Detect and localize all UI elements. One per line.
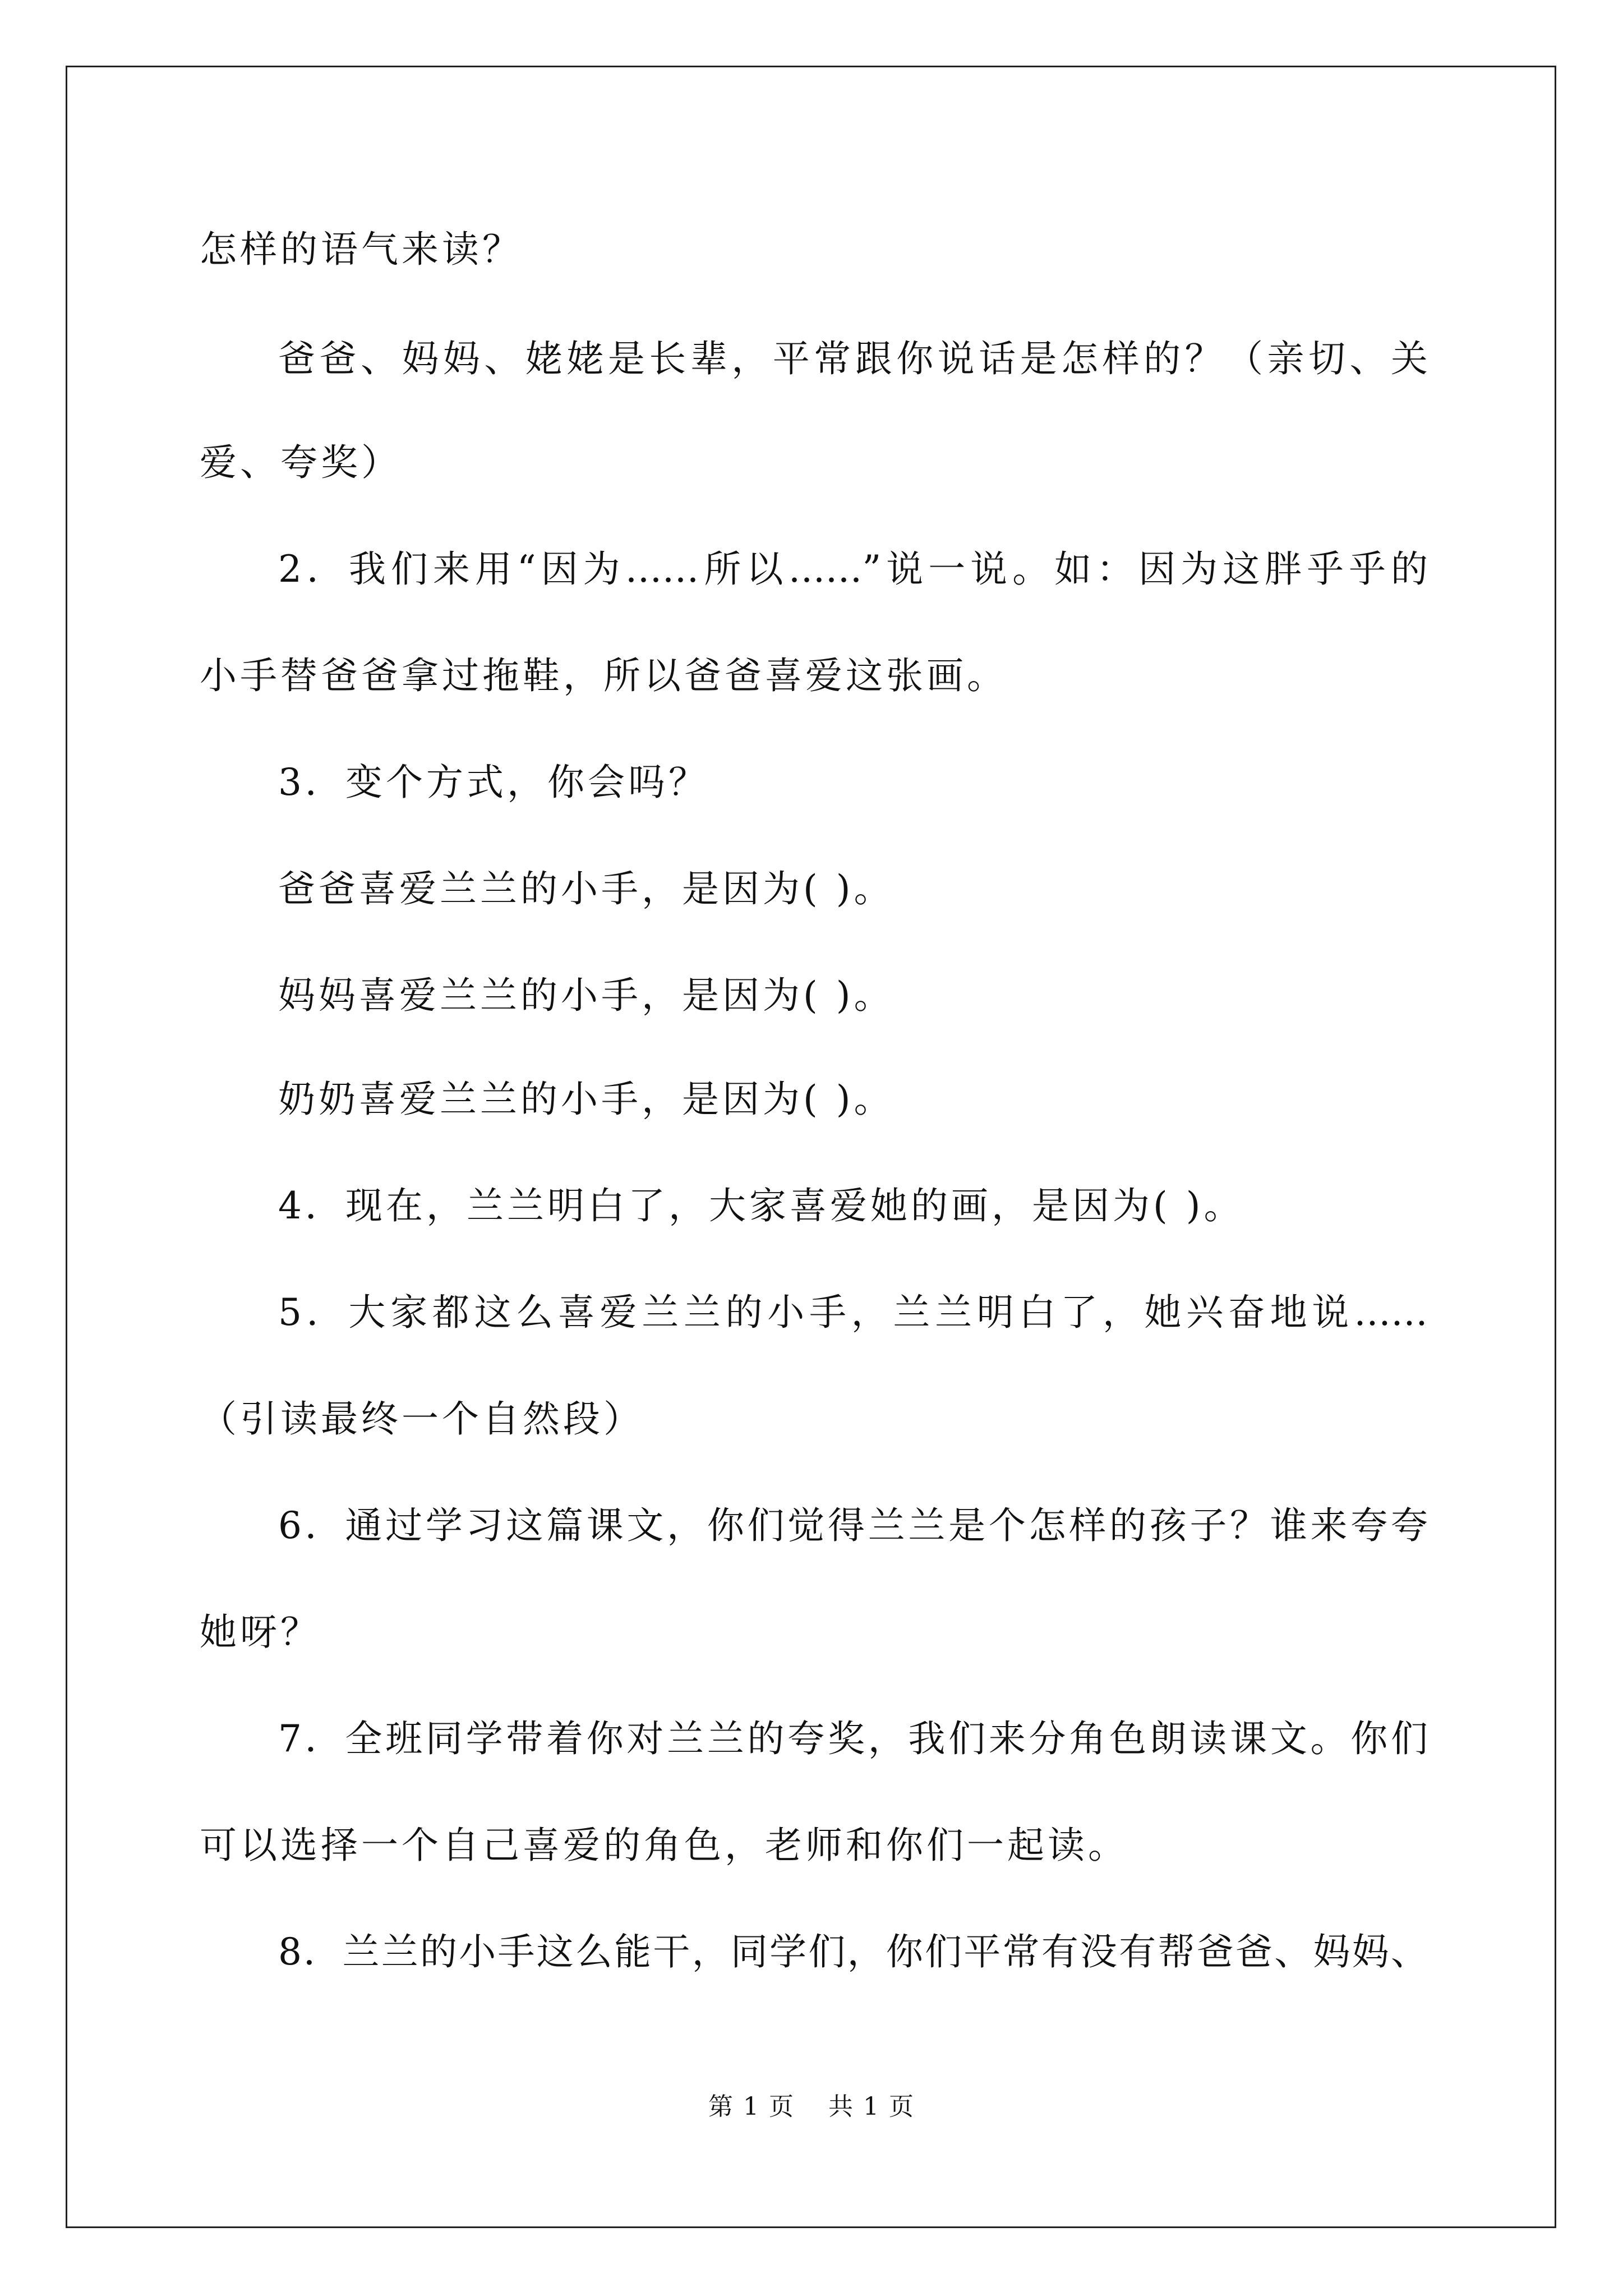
text-line: 7．全班同学带着你对兰兰的夸奖，我们来分角色朗读课文。你们 xyxy=(278,1717,1428,1760)
text-line: 爸爸、妈妈、姥姥是长辈，平常跟你说话是怎样的？（亲切、关 xyxy=(278,337,1428,380)
text-line: 2．我们来用“因为……所以……”说一说。如：因为这胖乎乎的 xyxy=(278,547,1428,591)
total-pages: 共 1 页 xyxy=(828,2092,915,2121)
page-border xyxy=(66,66,1556,2228)
text-line: 妈妈喜爱兰兰的小手，是因为( )。 xyxy=(278,974,895,1017)
page-number: 第 1 页 xyxy=(708,2092,795,2121)
text-line: 她呀？ xyxy=(200,1611,321,1654)
text-line: 8．兰兰的小手这么能干，同学们，你们平常有没有帮爸爸、妈妈、 xyxy=(278,1930,1428,1973)
text-line: 4．现在，兰兰明白了，大家喜爱她的画，是因为( )。 xyxy=(278,1184,1244,1227)
text-line: 可以选择一个自己喜爱的角色，老师和你们一起读。 xyxy=(200,1824,1128,1867)
text-line: 爸爸喜爱兰兰的小手，是因为( )。 xyxy=(278,867,895,910)
text-line: 5．大家都这么喜爱兰兰的小手，兰兰明白了，她兴奋地说…… xyxy=(278,1291,1428,1334)
text-line: 爱、夸奖） xyxy=(200,441,402,484)
text-line: （引读最终一个自然段） xyxy=(200,1397,644,1441)
text-line: 小手替爸爸拿过拖鞋，所以爸爸喜爱这张画。 xyxy=(200,654,1007,697)
text-line: 3．变个方式，你会吗？ xyxy=(278,761,709,804)
page-footer xyxy=(0,2091,1623,2123)
text-line: 6．通过学习这篇课文，你们觉得兰兰是个怎样的孩子？谁来夸夸 xyxy=(278,1504,1428,1547)
text-line: 奶奶喜爱兰兰的小手，是因为( )。 xyxy=(278,1078,895,1121)
text-line: 怎样的语气来读？ xyxy=(200,228,523,271)
